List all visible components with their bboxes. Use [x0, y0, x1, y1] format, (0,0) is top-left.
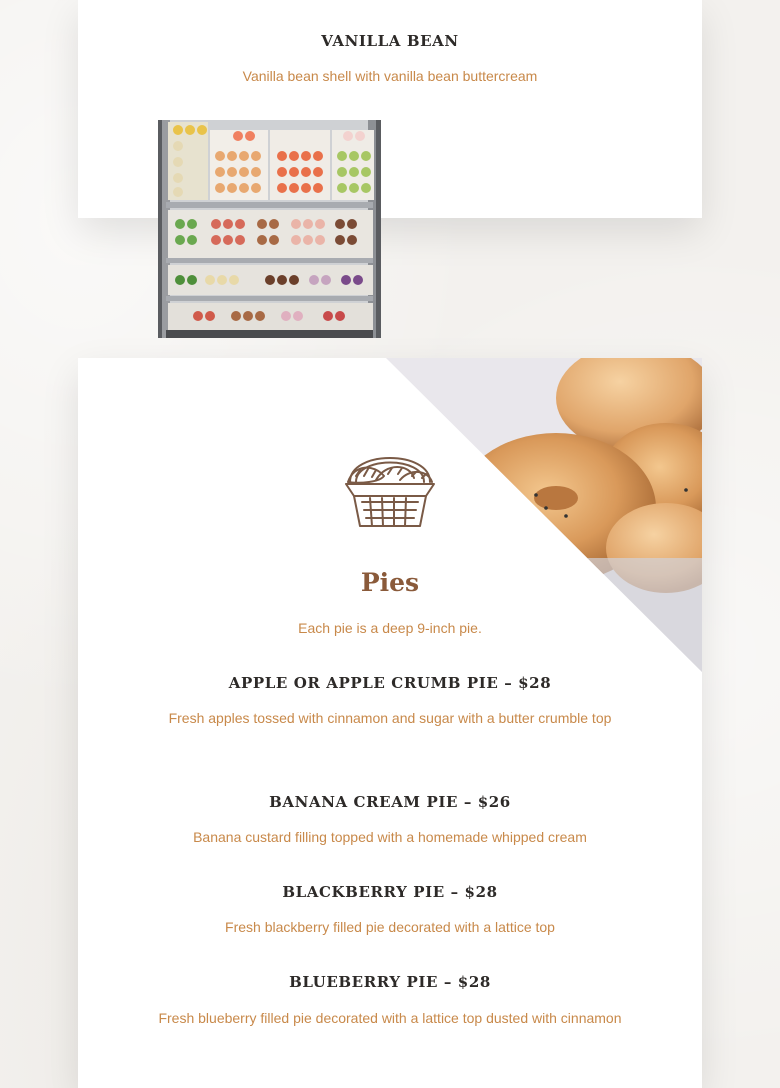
menu-item-title: VANILLA BEAN	[321, 32, 459, 50]
menu-item-description: Fresh blackberry filled pie decorated with a lattice top	[225, 919, 555, 935]
menu-item-description: Vanilla bean shell with vanilla bean buttercream	[242, 68, 538, 84]
section-subtitle: Each pie is a deep 9-inch pie.	[298, 620, 482, 636]
pies-card	[78, 358, 702, 1088]
menu-item-title: BLACKBERRY PIE – $28	[282, 883, 498, 901]
menu-item-title: BLUEBERRY PIE – $28	[289, 973, 491, 991]
macaron-rack-photo	[158, 120, 381, 338]
menu-item-description: Banana custard filling topped with a homemade whipped cream	[193, 829, 587, 845]
section-title: Pies	[360, 568, 420, 597]
bread-basket-icon	[340, 442, 440, 534]
menu-item-title: BANANA CREAM PIE – $26	[269, 793, 511, 811]
menu-item-title: APPLE OR APPLE CRUMB PIE – $28	[228, 674, 552, 692]
menu-item-description: Fresh apples tossed with cinnamon and sugar with a butter crumble top	[168, 710, 612, 726]
menu-item-description: Fresh blueberry filled pie decorated with a lattice top dusted with cinnamon	[158, 1010, 622, 1026]
